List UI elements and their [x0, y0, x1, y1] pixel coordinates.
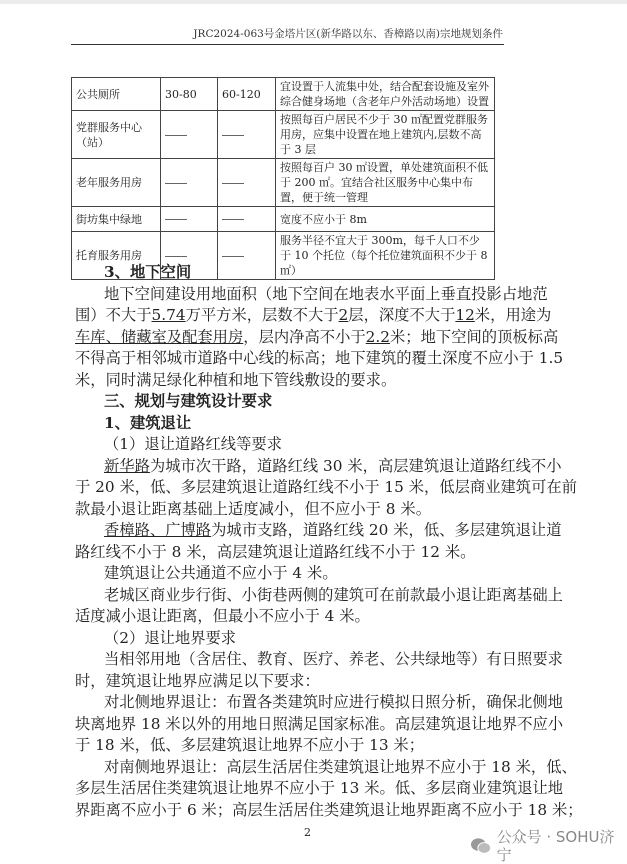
- page-number: 2: [304, 826, 311, 839]
- text-segment: 3、地下空间: [104, 263, 192, 281]
- table-cell: 宽度不应小于 8m: [276, 207, 495, 232]
- underlined-value: 香樟路、广博路: [104, 521, 212, 539]
- text-line: [75, 370, 545, 392]
- underlined-value: 车库、储藏室及配套用房: [75, 327, 244, 346]
- subheading: [75, 628, 545, 650]
- text-segment: 地下空间建设用地面积（地下空间在地表水平面上垂直投影占地范: [104, 284, 548, 303]
- text-segment: 为城市次干路，道路红线 30 米，高层建筑退让道路红线不小: [149, 456, 562, 475]
- table-cell: 街坊集中绿地: [72, 207, 161, 232]
- text-line: [75, 628, 545, 650]
- text-line: [75, 413, 545, 435]
- empty-dash: [165, 256, 187, 257]
- table-cell: [218, 207, 276, 232]
- table-cell: 党群服务中心（站）: [72, 111, 161, 159]
- table-row: [72, 111, 495, 159]
- paragraph: [75, 520, 562, 563]
- table-cell: [161, 111, 218, 159]
- section-heading: [75, 391, 545, 413]
- paragraph: [75, 692, 564, 757]
- underlined-value: 12: [455, 306, 475, 324]
- text-segment: 老城区商业步行街、小街巷两侧的建筑可在前款最小退让距离基础上: [104, 585, 563, 604]
- text-line: [75, 671, 545, 693]
- text-segment: 米，同时满足绿化种植和地下管线敷设的要求。: [75, 370, 397, 389]
- paragraph: [75, 585, 563, 628]
- text-line: [75, 714, 564, 736]
- text-segment: 对南侧地界退让：高层生活居住类建筑退让地界不应小于 18 米，低、: [104, 757, 577, 776]
- table-cell: 按照每百户 30 ㎡设置，单处建筑面积不低于 200 ㎡。宜结合社区服务中心集中布置，便于统一管理: [276, 159, 495, 207]
- table-cell: [218, 159, 276, 207]
- scan-top-edge: [0, 0, 627, 4]
- text-line: [75, 434, 545, 456]
- text-line: [75, 692, 563, 714]
- table-cell: 30-80: [161, 78, 218, 111]
- paragraph: [75, 563, 545, 585]
- facilities-table: [71, 77, 495, 280]
- text-segment: ，层内净高不小于: [243, 327, 366, 346]
- text-segment: 于 18 米，低、多层建筑退让地界不应小于 13 米；: [75, 736, 425, 754]
- section-heading: [75, 413, 545, 435]
- text-line: [75, 563, 545, 585]
- table-cell: 60-120: [218, 78, 276, 111]
- table-cell: 按照每百户居民不少于 30 ㎡配置党群服务用房，应集中设置在地上建筑内,层数不高于 3 层: [276, 111, 495, 159]
- text-line: [75, 778, 564, 800]
- text-line: [75, 305, 552, 327]
- text-segment: 三、规划与建筑设计要求: [104, 392, 273, 410]
- text-line: [75, 456, 562, 478]
- text-line: [75, 284, 548, 306]
- underlined-value: 5.74: [151, 306, 186, 324]
- text-line: [75, 649, 563, 671]
- text-segment: 米；地下空间的顶板标高: [390, 327, 559, 346]
- underlined-value: 2.2: [365, 327, 390, 346]
- underlined-value: 新华路: [104, 456, 150, 475]
- table-cell: 托育服务用房: [72, 232, 161, 280]
- paragraph: [75, 649, 563, 692]
- header-rule: [71, 44, 504, 45]
- table-row: [72, 78, 495, 111]
- text-segment: 为城市支路，道路红线 20 米，低、多层建筑退让道: [211, 521, 562, 539]
- text-line: [75, 499, 545, 521]
- text-line: [75, 585, 563, 607]
- text-segment: 当相邻用地（含居住、教育、医疗、养老、公共绿地等）有日照要求: [104, 650, 563, 668]
- watermark-text: 公众号 · SOHU济宁: [496, 828, 615, 864]
- text-segment: 1、建筑退让: [104, 413, 192, 432]
- empty-dash: [165, 183, 187, 184]
- text-segment: 围）不大于: [75, 306, 152, 324]
- empty-dash: [165, 135, 187, 136]
- text-segment: 对北侧地界退让：布置各类建筑时应进行模拟日照分析，确保北侧地: [104, 693, 563, 711]
- text-segment: 米，用途为: [474, 306, 552, 324]
- text-line: [75, 800, 583, 822]
- text-segment: （1）退让道路红线等要求: [104, 435, 282, 453]
- text-line: [75, 542, 545, 564]
- table-row: [72, 207, 495, 232]
- empty-dash: [165, 219, 187, 220]
- section-heading: [75, 262, 545, 284]
- text-segment: 款最小退让距离基础上适度减小，但不应小于 8 米。: [75, 499, 431, 518]
- empty-dash: [222, 183, 244, 184]
- table-cell: 服务半径不宜大于 300m，每千人口不少于 10 个托位（每个托位建筑面积不少于 8 ㎡）: [276, 232, 495, 280]
- text-line: [75, 262, 545, 284]
- wechat-icon: [470, 837, 492, 855]
- paragraph: [75, 456, 577, 521]
- subheading: [75, 434, 545, 456]
- empty-dash: [222, 219, 244, 220]
- running-header: JRC2024-063号金塔片区(新华路以东、香樟路以南)宗地规划条件: [193, 28, 503, 40]
- empty-dash: [222, 256, 244, 257]
- paragraph: [75, 757, 583, 822]
- watermark: [470, 828, 627, 864]
- text-segment: 界距离不应小于 6 米；高层生活居住类建筑退让地界距离不应小于 18 米；: [75, 800, 583, 819]
- text-segment: 建筑退让公共通道不应小于 4 米。: [104, 564, 338, 582]
- text-segment: 时，建筑退让地界应满足以下要求：: [75, 671, 320, 690]
- text-segment: 多层生活居住类建筑退让地界不应小于 13 米。低、多层商业建筑退让地: [75, 779, 564, 797]
- text-segment: （2）退让地界要求: [104, 628, 237, 647]
- text-line: [75, 391, 545, 413]
- text-line: [75, 348, 564, 370]
- empty-dash: [222, 135, 244, 136]
- text-segment: 不得高于相邻城市道路中心线的标高；地下建筑的覆土深度不应小于 1.5: [75, 349, 564, 367]
- table-row: [72, 159, 495, 207]
- document-body: [75, 262, 583, 821]
- text-line: [75, 606, 545, 628]
- text-line: [75, 757, 577, 779]
- text-line: [75, 327, 559, 349]
- text-line: [75, 477, 577, 499]
- table-cell: 老年服务用房: [72, 159, 161, 207]
- text-segment: 路红线不小于 8 米，高层建筑退让道路红线不小于 12 米。: [75, 542, 476, 561]
- table-cell: 公共厕所: [72, 78, 161, 111]
- text-segment: 块离地界 18 米以外的用地日照满足国家标准。高层建筑退让地界不应小: [75, 714, 564, 733]
- table-cell: 宜设置于人流集中处，结合配套设施及室外综合健身场地（含老年户外活动场地）设置: [276, 78, 495, 111]
- text-line: [75, 520, 562, 542]
- paragraph: [75, 284, 564, 392]
- text-segment: 万平方米，层数不大于: [185, 306, 339, 324]
- table-cell: [161, 159, 218, 207]
- text-segment: 于 20 米，低、多层建筑退让道路红线不小于 15 米，低层商业建筑可在前: [75, 478, 577, 496]
- table-cell: [218, 111, 276, 159]
- underlined-value: 2: [338, 306, 349, 324]
- table-cell: [161, 207, 218, 232]
- text-segment: 适度减小退让距离，但最小不应小于 4 米。: [75, 607, 370, 625]
- text-line: [75, 735, 545, 757]
- text-segment: 层，深度不大于: [348, 306, 456, 324]
